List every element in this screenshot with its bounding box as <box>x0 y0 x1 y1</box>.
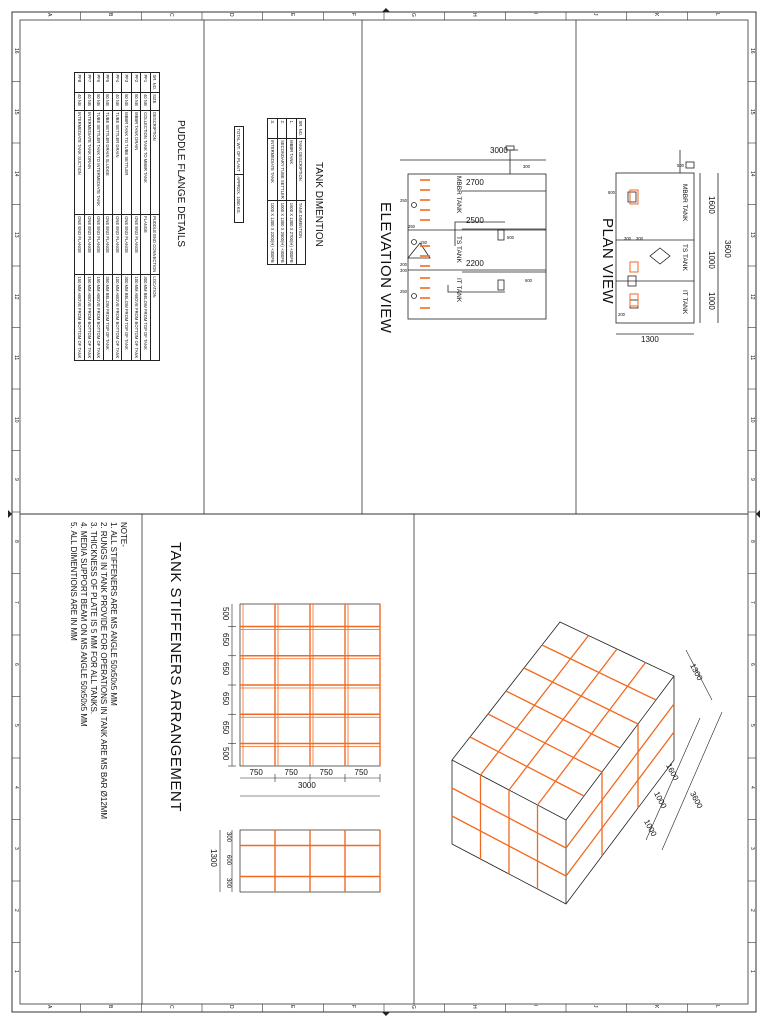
pf-row <box>103 73 112 361</box>
zone-label: 15 <box>13 109 19 115</box>
iso-top-stiffener <box>509 649 617 790</box>
total-weight-value: APPROX. 1050 KG. <box>234 175 243 223</box>
tank-dimension-table <box>267 118 306 265</box>
elevation-small-dim-9: 250 <box>408 224 415 229</box>
zone-label: 3 <box>749 847 755 851</box>
pf-cell: PF5 <box>103 73 112 93</box>
stiffener-front-grid <box>228 604 380 782</box>
td-cell: 2. <box>277 119 286 139</box>
iso-top-stiffener <box>481 636 589 776</box>
stiffener-total-label: 3000 <box>298 781 316 790</box>
pf-cell: COLLECTION TANK TO MBBR TANK <box>141 110 150 214</box>
pf-cell: ONE END FLANGE <box>122 214 131 274</box>
pf-cell: 350 MM BELOW FROM TOP OF TANK <box>103 274 112 360</box>
zone-label: F <box>349 1005 356 1009</box>
elevation-label-mbbr: MBBR TANK <box>455 176 462 214</box>
pf-cell: PF3 <box>122 73 131 93</box>
pf-cell: ONE END FLANGE <box>113 214 122 274</box>
pf-header-row <box>150 73 159 361</box>
iso-side-outline <box>452 676 674 904</box>
zone-label: 1 <box>13 970 19 974</box>
td-cell: 1600 X 1300 X 2700(H) +300FB <box>287 201 296 265</box>
plan-inlet-flange <box>686 162 694 168</box>
iso-dim-1000b: 1000 <box>642 818 659 838</box>
pf-cell: INTERMEDIATE TANK SUCTION <box>75 110 84 214</box>
elevation-dim-3000: 3000 <box>490 146 508 155</box>
elevation-label-it: IT TANK <box>455 278 462 303</box>
zone-label: 9 <box>13 478 19 482</box>
pf-cell: PF1 <box>141 73 150 93</box>
td-row <box>277 119 286 265</box>
elevation-label-ts: TS TANK <box>455 236 462 263</box>
note-4: 4. MEDIA SUPPORT BEAM ON MS ANGLE 50x50x5 MM <box>79 522 88 727</box>
notes-block <box>68 522 128 819</box>
iso-dim-3600: 3600 <box>688 790 705 810</box>
stiffener-top-segment-label: 650 <box>221 720 230 735</box>
plan-dim-3600: 3600 <box>723 240 732 258</box>
note-3: 3. THICKNESS OF PLATE IS 5 MM FOR ALL TANKS. <box>89 522 98 715</box>
pf-cell: 50 NB <box>122 92 131 110</box>
notes-heading: NOTE- <box>119 522 128 547</box>
zone-label: 7 <box>13 601 19 605</box>
zone-label: 8 <box>749 539 755 543</box>
zone-label: 2 <box>749 908 755 912</box>
pf-cell: DESCRIPTION <box>150 110 159 214</box>
zone-label: 15 <box>749 109 755 115</box>
zone-label: D <box>228 13 235 17</box>
plan-media <box>630 190 638 306</box>
zone-label: 16 <box>749 47 755 54</box>
elevation-small-dim-6: 300 <box>400 268 407 273</box>
pf-cell: TUBE SETTLER DRAIN SLUDGE <box>103 110 112 214</box>
stiffener-top-segment-label: 650 <box>221 662 230 676</box>
zone-label: 4 <box>13 785 19 789</box>
stiffener-top-segment-label: 650 <box>221 691 230 705</box>
pf-cell: PF7 <box>84 73 93 93</box>
elevation-valve-3 <box>412 294 417 299</box>
center-mark-right <box>756 510 760 518</box>
pf-row <box>94 73 103 361</box>
plan-orange-fitting <box>630 262 638 272</box>
td-cell: 1000 X 1300 X 2500(H) +300FB <box>277 201 286 265</box>
zone-label: 1 <box>749 970 755 974</box>
zone-label: 14 <box>13 170 19 177</box>
elevation-small-dim-8: 150 <box>420 240 427 245</box>
pf-cell: TUBE SETTLER DRAIN <box>113 110 122 214</box>
zone-label: B <box>107 13 113 17</box>
stiffener-bottom-segment-label: 750 <box>354 768 368 777</box>
center-mark-left <box>8 510 12 518</box>
zone-label: B <box>107 1005 113 1009</box>
pf-cell: PF6 <box>94 73 103 93</box>
pf-cell: FLANGE <box>141 214 150 274</box>
pf-cell: 40 NB <box>113 92 122 110</box>
elevation-transfer-pipe-1 <box>455 222 505 246</box>
zone-label: I <box>531 1005 538 1007</box>
elevation-small-dim-1: 300 <box>523 164 530 169</box>
stiffener-side-grid <box>240 830 380 892</box>
tank-dimension-grid <box>267 118 306 265</box>
stiffener-top-segment-label: 500 <box>221 607 230 621</box>
pf-cell: 300 MM BELOW FROM TOP OF TANK <box>141 274 150 360</box>
elevation-title: ELEVATION VIEW <box>377 202 394 334</box>
plan-small-dim-2: 800 <box>608 190 615 195</box>
stiffener-side-total-label: 1300 <box>209 849 218 867</box>
zone-label: 4 <box>749 785 755 789</box>
iso-top-stiffener <box>538 663 646 806</box>
iso-dim-1300: 1300 <box>688 662 705 682</box>
zone-label: I <box>531 13 538 15</box>
total-weight-box <box>234 126 244 223</box>
plan-small-dim-5: 200 <box>618 312 625 317</box>
iso-dim-1600: 1600 <box>664 762 681 782</box>
zone-label: 7 <box>749 601 755 605</box>
pf-cell: MBBR TANK TO TUBE SETTLER <box>122 110 131 214</box>
pf-cell: 150 MM ABOVE FROM BOTTOM OF TANK <box>75 274 84 360</box>
zone-label: E <box>289 13 295 17</box>
pf-cell: 50 NB <box>131 92 140 110</box>
zone-label: G <box>410 13 417 17</box>
pf-cell: 150 MM ABOVE FROM BOTTOM OF TANK <box>94 274 103 360</box>
td-cell: 1. <box>287 119 296 139</box>
total-weight-label: TOTAL WT. OF PLANT <box>234 127 243 175</box>
zone-label: 6 <box>749 662 755 666</box>
zone-label: 5 <box>13 724 19 728</box>
center-mark-top <box>382 8 390 12</box>
stiffener-top-segment-label: 650 <box>221 633 230 647</box>
plan-fitting-3 <box>630 300 638 308</box>
stiffener-bottom-segment-label: 750 <box>284 768 298 777</box>
pf-cell: 300 MM BELOW FROM TOP OF TANK <box>122 274 131 360</box>
plan-ts-hopper <box>650 248 670 264</box>
zone-label: K <box>653 13 659 17</box>
zone-label: H <box>471 13 477 17</box>
td-row <box>287 119 296 265</box>
pf-cell: PF8 <box>75 73 84 93</box>
zone-label: 12 <box>749 293 755 300</box>
td-cell: TANK DESCRIPTION <box>296 138 305 201</box>
elevation-valve-1 <box>412 203 417 208</box>
stiffener-side-segment-label: 300 <box>225 878 231 889</box>
stiffener-bottom-segment-label: 750 <box>319 768 333 777</box>
pf-cell: INTERMEDIATE TANK DRAIN <box>84 110 93 214</box>
plan-label-ts: TS TANK <box>681 244 688 271</box>
pf-cell: ONE END FLANGE <box>84 214 93 274</box>
zone-label: F <box>349 13 356 17</box>
zone-label: 9 <box>749 478 755 482</box>
elevation-view <box>400 146 546 319</box>
puddle-flange-grid <box>74 72 160 361</box>
zone-label: D <box>228 1005 235 1009</box>
stiffener-bottom-segment-label: 750 <box>249 768 263 777</box>
elevation-valve-2 <box>412 240 417 245</box>
zone-label: 12 <box>13 293 19 300</box>
pf-cell: ONE END FLANGE <box>94 214 103 274</box>
zone-label: 16 <box>13 47 19 54</box>
elevation-dim-2500: 2500 <box>466 216 484 225</box>
stiffener-top-segment-label: 500 <box>221 746 230 761</box>
zone-label: 6 <box>13 662 19 666</box>
plan-label-it: IT TANK <box>681 290 688 315</box>
pf-cell: TUBE SETTLER TANK TO INTERMEDIATE TANK <box>94 110 103 214</box>
zone-label: A <box>46 13 53 17</box>
td-cell: MBBR TANK <box>287 138 296 201</box>
note-1: 1. ALL STIFFENERS ARE MS ANGLE 50x50x5 MM <box>109 522 118 706</box>
puddle-flange-table <box>74 72 160 361</box>
td-cell: SECONDARY TUBE SETTLER <box>277 138 286 201</box>
stiffeners-title: TANK STIFFENERS ARRANGEMENT <box>167 542 184 812</box>
zone-label: C <box>167 13 174 17</box>
td-cell: INTERMEDIATE TANK <box>268 138 277 201</box>
zone-label: 10 <box>749 416 755 423</box>
td-cell: TANK DIMENTION <box>296 201 305 265</box>
elevation-small-dim-4: 600 <box>525 278 532 283</box>
pf-cell: PF4 <box>113 73 122 93</box>
zone-label: 3 <box>13 847 19 851</box>
elevation-small-dim-2: 250 <box>400 198 407 203</box>
zone-label: K <box>653 1005 659 1009</box>
stiffener-side-segment-label: 300 <box>225 831 231 842</box>
elevation-dim-2200: 2200 <box>466 259 484 268</box>
plan-label-mbbr: MBBR TANK <box>681 184 688 222</box>
zone-label: 2 <box>13 908 19 912</box>
note-2: 2. RUNGS IN TANK PROVIDE FOR OPERATIONS IN TANK ARE MS BAR Ø12MM <box>99 522 108 820</box>
zone-label: 10 <box>13 416 19 423</box>
iso-side-stiffener <box>566 704 674 848</box>
pf-cell: 100 MM ABOVE FROM BOTTOM OF TANK <box>131 274 140 360</box>
plan-small-dim-4: 300 <box>636 236 643 241</box>
pf-cell: ONE END FLANGE <box>131 214 140 274</box>
iso-top-face <box>452 622 674 820</box>
zone-label: 13 <box>13 232 19 238</box>
plan-dim-1300: 1300 <box>641 335 659 344</box>
td-cell: 1000 X 1300 X 2200(H) +300FB <box>268 201 277 265</box>
zone-label: 11 <box>749 355 755 361</box>
pf-cell: SR. NO. <box>150 73 159 93</box>
note-5: 5. ALL DIMENTIONS ARE IN MM <box>69 522 78 641</box>
pf-cell: 40 NB <box>84 92 93 110</box>
pf-cell: ONE END FLANGE <box>75 214 84 274</box>
plan-dim-1600: 1600 <box>707 196 716 214</box>
pf-row <box>131 73 140 361</box>
zone-label: L <box>713 1005 720 1008</box>
elevation-flange-2 <box>498 280 504 290</box>
zone-label: G <box>410 1005 417 1009</box>
pf-cell: SIZE <box>150 92 159 110</box>
center-mark-bottom <box>382 1012 390 1016</box>
stiffener-dims <box>220 604 380 892</box>
iso-dim-1000a: 1000 <box>652 790 669 810</box>
pf-cell: 150 MM ABOVE FROM BOTTOM OF TANK <box>84 274 93 360</box>
td-cell: 3. <box>268 119 277 139</box>
td-row <box>268 119 277 265</box>
pf-row <box>113 73 122 361</box>
pf-cell: PF2 <box>131 73 140 93</box>
pf-cell: ONE END FLANGE <box>103 214 112 274</box>
tank-dimension-title: TANK DIMENTION <box>313 162 324 247</box>
elevation-inlet-pipe <box>510 150 518 174</box>
zone-label: 14 <box>749 170 755 177</box>
pf-row <box>122 73 131 361</box>
elevation-flange-1 <box>498 230 504 240</box>
elevation-small-dim-5: 200 <box>400 262 407 267</box>
plan-small-dim-1: 500 <box>677 163 684 168</box>
elevation-dim-2700: 2700 <box>466 178 484 187</box>
pf-cell: 40 NB <box>141 92 150 110</box>
td-header-row <box>296 119 305 265</box>
pf-cell: MBBR TANK DRAIN <box>131 110 140 214</box>
zone-label: 5 <box>749 724 755 728</box>
pf-cell: 100 MM ABOVE FROM BOTTOM OF TANK <box>113 274 122 360</box>
zone-label: J <box>592 13 599 16</box>
pf-cell: LOCATION <box>150 274 159 360</box>
td-cell: SR. NO. <box>296 119 305 139</box>
zone-label: 11 <box>13 355 19 361</box>
zone-label: E <box>289 1005 295 1009</box>
plan-title: PLAN VIEW <box>599 218 616 305</box>
plan-small-dim-3: 300 <box>624 236 631 241</box>
elevation-small-dim-7: 250 <box>400 289 407 294</box>
pf-cell: 50 NB <box>103 92 112 110</box>
zone-label: 8 <box>13 539 19 543</box>
plan-fitting-1 <box>628 192 636 202</box>
puddle-flange-title: PUDDLE FLANGE DETAILS <box>175 120 186 248</box>
pf-cell: 40 NB <box>75 92 84 110</box>
pf-row <box>141 73 150 361</box>
zone-label: H <box>471 1005 477 1009</box>
zone-label: L <box>713 13 720 16</box>
zone-label: J <box>592 1005 599 1008</box>
zone-label: A <box>46 1005 53 1009</box>
pf-cell: 50 NB <box>94 92 103 110</box>
plan-dim-1000a: 1000 <box>707 251 716 269</box>
zone-label: C <box>167 1005 174 1009</box>
pf-cell: PUDDLE END CONNECTION <box>150 214 159 274</box>
isometric-view <box>452 622 722 904</box>
pf-row <box>84 73 93 361</box>
plan-dim-1000b: 1000 <box>707 292 716 310</box>
pf-row <box>75 73 84 361</box>
stiffener-side-segment-label: 600 <box>225 855 231 866</box>
zone-label: 13 <box>749 232 755 238</box>
elevation-small-dim-3: 500 <box>507 235 514 240</box>
